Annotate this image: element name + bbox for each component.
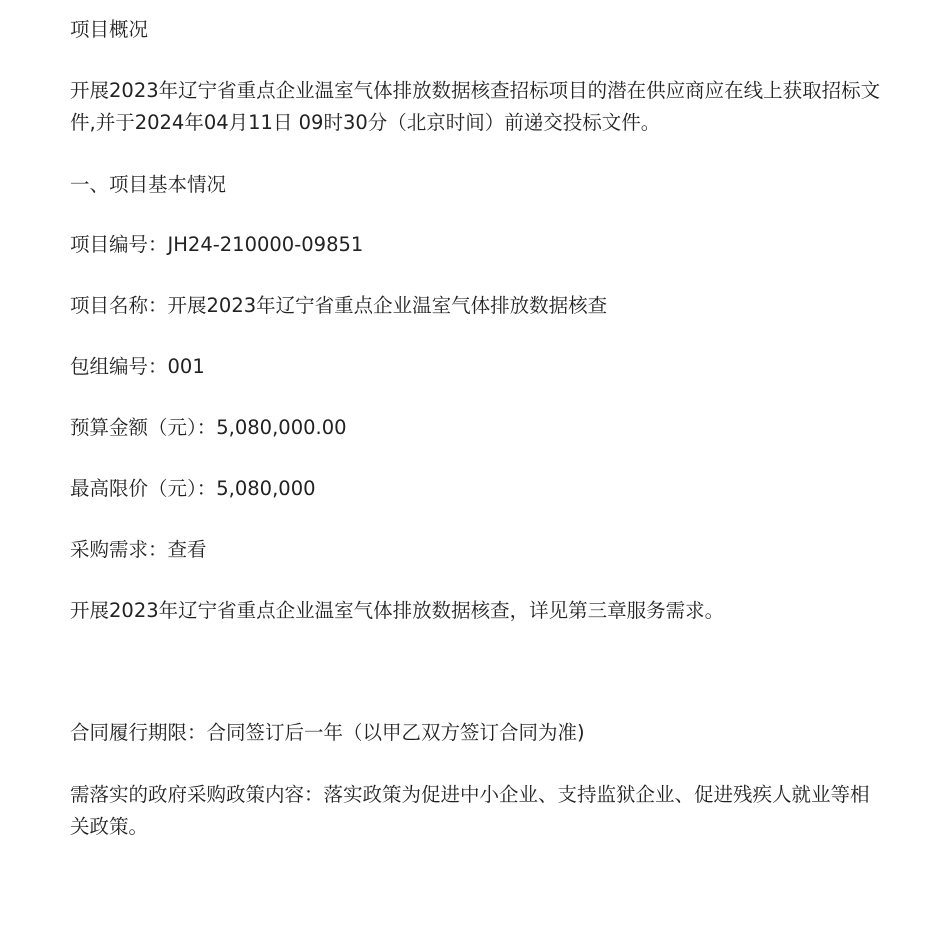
overview-heading: 项目概况 bbox=[70, 18, 149, 41]
policy-label: 需落实的政府采购政策内容： bbox=[70, 783, 324, 806]
policy-value: 落实政策为促进中小企业、支持监狱企业、促进残疾人就业等相关政策。 bbox=[70, 783, 870, 838]
project-name-row bbox=[70, 291, 607, 321]
requirement-row bbox=[70, 535, 207, 565]
view-requirement-link[interactable]: 查看 bbox=[167, 538, 207, 561]
policy-row bbox=[70, 779, 882, 843]
contract-period-value: 合同签订后一年（以甲乙双方签订合同为准) bbox=[206, 721, 585, 744]
package-number-label: 包组编号： bbox=[70, 355, 168, 378]
budget-row bbox=[70, 413, 347, 443]
requirement-label: 采购需求： bbox=[70, 538, 168, 561]
requirement-text: 开展2023年辽宁省重点企业温室气体排放数据核查，详见第三章服务需求。 bbox=[70, 599, 725, 622]
project-name-label: 项目名称： bbox=[70, 294, 168, 317]
max-price-row bbox=[70, 474, 316, 504]
package-number-row bbox=[70, 352, 205, 382]
section1-heading: 一、项目基本情况 bbox=[70, 173, 227, 196]
project-name-value: 开展2023年辽宁省重点企业温室气体排放数据核查 bbox=[167, 294, 608, 317]
max-price-value: 5,080,000 bbox=[216, 477, 316, 500]
budget-value: 5,080,000.00 bbox=[216, 416, 347, 439]
package-number-value: 001 bbox=[167, 355, 205, 378]
overview-text: 开展2023年辽宁省重点企业温室气体排放数据核查招标项目的潜在供应商应在线上获取招标文件,并于2024年04月11日 09时30分（北京时间）前递交投标文件。 bbox=[70, 79, 881, 134]
budget-label: 预算金额（元）： bbox=[70, 416, 217, 439]
project-number-row bbox=[70, 230, 363, 260]
project-number-value: JH24-210000-09851 bbox=[167, 233, 364, 256]
max-price-label: 最高限价（元）： bbox=[70, 477, 217, 500]
contract-period-label: 合同履行期限： bbox=[70, 721, 207, 744]
project-number-label: 项目编号： bbox=[70, 233, 168, 256]
contract-period-row bbox=[70, 718, 585, 748]
